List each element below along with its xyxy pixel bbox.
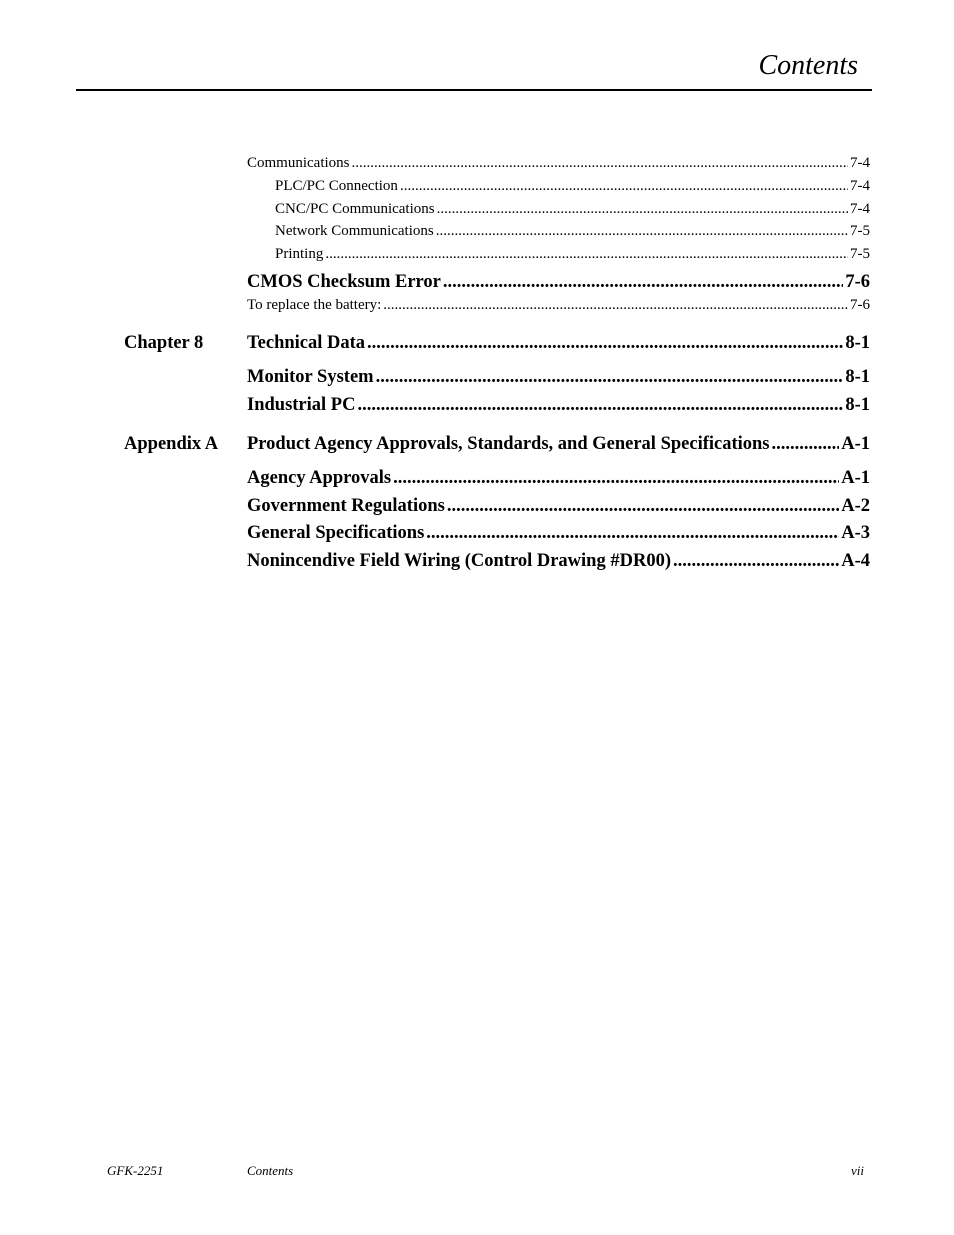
dot-leader [437, 201, 848, 218]
dot-leader [352, 155, 849, 172]
toc-entry-page: 7-4 [850, 178, 870, 194]
toc-entry-page: 7-5 [850, 246, 870, 262]
chapter-label: Chapter 8 [124, 333, 204, 353]
dot-leader [436, 223, 848, 240]
toc-entry-page: A-1 [841, 434, 870, 454]
toc-entry-page: 7-6 [850, 297, 870, 313]
toc-entry[interactable] [247, 367, 870, 388]
toc-entry-page: A-1 [841, 468, 870, 488]
toc-entry-page: 7-4 [850, 201, 870, 217]
header-divider [76, 89, 872, 91]
toc-entry-title: Government Regulations [247, 496, 445, 516]
footer-page-number: vii [851, 1163, 864, 1178]
toc-entry[interactable] [247, 395, 870, 416]
toc-entry-page: 7-5 [850, 223, 870, 239]
toc-entry-title: Monitor System [247, 367, 374, 387]
toc-entry-page: A-3 [841, 523, 870, 543]
toc-entry[interactable] [247, 155, 870, 172]
dot-leader [383, 297, 848, 314]
toc-entry-title: Network Communications [275, 223, 434, 239]
toc-entry[interactable] [247, 496, 870, 517]
toc-entry-title: PLC/PC Connection [275, 178, 398, 194]
toc-entry-title: Nonincendive Field Wiring (Control Drawing #DR00) [247, 551, 671, 571]
dot-leader [426, 523, 839, 544]
dot-leader [393, 468, 839, 489]
dot-leader [367, 333, 843, 354]
toc-entry[interactable] [275, 178, 870, 195]
toc-entry-page: A-4 [841, 551, 870, 571]
toc-entry[interactable] [275, 201, 870, 218]
toc-entry-title: To replace the battery: [247, 297, 382, 313]
appendix-label: Appendix A [124, 434, 219, 454]
toc-entry[interactable] [247, 333, 870, 354]
toc-entry-title: CNC/PC Communications [275, 201, 435, 217]
toc-entry-page: 8-1 [845, 367, 870, 387]
dot-leader [447, 496, 839, 517]
toc-entry-title: CMOS Checksum Error [247, 272, 441, 292]
toc-entry-page: 8-1 [845, 333, 870, 353]
page-title: Contents [758, 50, 858, 81]
toc-entry-title: Technical Data [247, 333, 366, 353]
dot-leader [325, 246, 848, 263]
toc-entry-title: Printing [275, 246, 324, 262]
dot-leader [400, 178, 848, 195]
toc-entry-page: 7-6 [845, 272, 870, 292]
toc-entry[interactable] [247, 523, 870, 544]
dot-leader [443, 272, 843, 293]
toc-entry[interactable] [275, 223, 870, 240]
toc-entry[interactable] [247, 434, 870, 455]
toc-entry[interactable] [247, 468, 870, 489]
toc-entry-title: Agency Approvals [247, 468, 392, 488]
dot-leader [376, 367, 844, 388]
toc-entry-page: 7-4 [850, 155, 870, 171]
toc-entry[interactable] [247, 551, 870, 572]
toc-entry-page: 8-1 [845, 395, 870, 415]
toc-entry-page: A-2 [841, 496, 870, 516]
toc-entry-title: Industrial PC [247, 395, 356, 415]
dot-leader [673, 551, 839, 572]
toc-entry[interactable] [247, 272, 870, 293]
toc-entry-title: Communications [247, 155, 350, 171]
toc-entry[interactable] [275, 246, 870, 263]
toc-entry-title: General Specifications [247, 523, 425, 543]
toc-entry[interactable] [247, 297, 870, 314]
footer-doc-id: GFK-2251 [107, 1163, 164, 1178]
footer-section: Contents [247, 1163, 294, 1178]
dot-leader [772, 434, 840, 455]
dot-leader [357, 395, 843, 416]
toc-entry-title: Product Agency Approvals, Standards, and General Specifications [247, 434, 770, 454]
